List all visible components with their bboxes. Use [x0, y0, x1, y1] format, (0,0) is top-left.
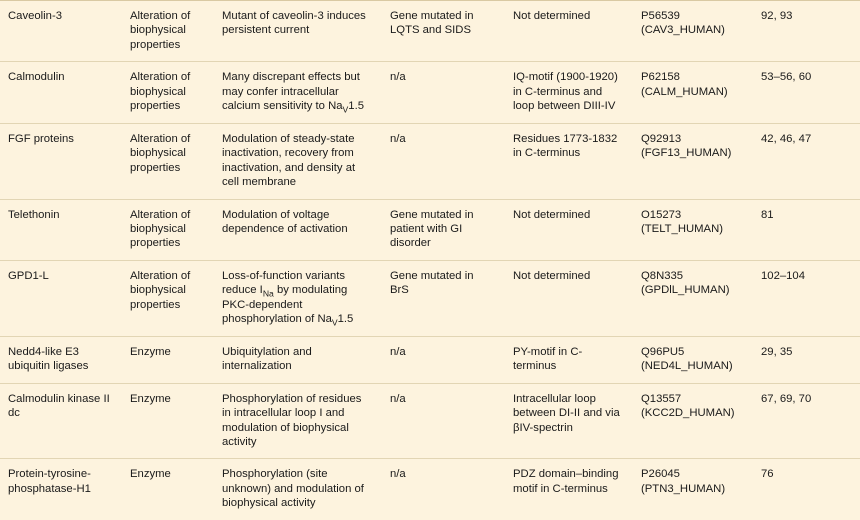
cell-category: Enzyme [122, 459, 214, 520]
cell-category: Alteration of biophysical properties [122, 123, 214, 199]
cell-disease: Gene mutated in BrS [382, 260, 505, 336]
cell-uniprot [633, 62, 753, 123]
cell-effect [214, 62, 382, 123]
uniprot-accession: Q8N335 [641, 269, 684, 282]
cell-interaction-site: Residues 1773-1832 in C-terminus [505, 123, 633, 199]
cell-category: Alteration of biophysical properties [122, 199, 214, 260]
cell-protein: Nedd4-like E3 ubiquitin ligases [0, 336, 122, 383]
uniprot-accession: O15273 [641, 208, 682, 221]
cell-references[interactable]: 102–104 [753, 260, 860, 336]
uniprot-accession: P26045 [641, 468, 680, 481]
cell-disease: Gene mutated in LQTS and SIDS [382, 1, 505, 62]
table-row [0, 383, 860, 459]
cell-references[interactable]: 42, 46, 47 [753, 123, 860, 199]
effect-subscript-2: V [331, 317, 338, 328]
table-row [0, 123, 860, 199]
cell-effect [214, 260, 382, 336]
cell-disease: n/a [382, 336, 505, 383]
effect-text-tail: by modulating PKC-dependent phosphorylation of Na [222, 284, 348, 326]
cell-effect: Phosphorylation (site unknown) and modulation of biophysical activity [214, 459, 382, 520]
cell-effect: Phosphorylation of residues in intracellular loop I and modulation of biophysical activity [214, 383, 382, 459]
cell-protein: FGF proteins [0, 123, 122, 199]
cell-protein: Calmodulin [0, 62, 122, 123]
cell-interaction-site: PY-motif in C-terminus [505, 336, 633, 383]
cell-references[interactable]: 29, 35 [753, 336, 860, 383]
cell-interaction-site: Not determined [505, 1, 633, 62]
uniprot-accession: Q13557 [641, 392, 682, 405]
table-row [0, 199, 860, 260]
uniprot-entry-name: (GPDlL_HUMAN) [641, 284, 730, 297]
cell-effect: Modulation of voltage dependence of activation [214, 199, 382, 260]
cell-protein: Calmodulin kinase II dc [0, 383, 122, 459]
table-body [0, 1, 860, 520]
effect-text-tail: 1.5 [348, 100, 364, 113]
effect-text: Loss-of-function variants reduce I [222, 269, 346, 297]
table-row [0, 336, 860, 383]
cell-uniprot [633, 336, 753, 383]
table-row [0, 62, 860, 123]
uniprot-entry-name: (CALM_HUMAN) [641, 85, 728, 98]
effect-subscript: Na [262, 288, 274, 299]
uniprot-entry-name: (PTN3_HUMAN) [641, 482, 726, 495]
uniprot-accession: P56539 [641, 10, 680, 22]
cell-effect: Ubiquitylation and internalization [214, 336, 382, 383]
table-row [0, 1, 860, 62]
cell-effect: Modulation of steady-state inactivation, recovery from inactivation, and density at cell membrane [214, 123, 382, 199]
cell-protein: Telethonin [0, 199, 122, 260]
uniprot-accession: P62158 [641, 71, 680, 84]
interacting-proteins-table [0, 1, 860, 520]
uniprot-accession: Q96PU5 [641, 345, 685, 358]
cell-references[interactable]: 81 [753, 199, 860, 260]
uniprot-entry-name: (FGF13_HUMAN) [641, 147, 732, 160]
cell-category: Enzyme [122, 336, 214, 383]
cell-references[interactable]: 67, 69, 70 [753, 383, 860, 459]
cell-interaction-site: Not determined [505, 260, 633, 336]
uniprot-accession: Q92913 [641, 132, 682, 145]
cell-interaction-site: Intracellular loop between DI-II and via βIV-spectrin [505, 383, 633, 459]
effect-text: Many discrepant effects but may confer intracellular calcium sensitivity to Na [222, 71, 360, 113]
uniprot-entry-name: (CAV3_HUMAN) [641, 24, 725, 37]
cell-category: Alteration of biophysical properties [122, 62, 214, 123]
cell-uniprot [633, 1, 753, 62]
cell-uniprot [633, 459, 753, 520]
cell-disease: n/a [382, 62, 505, 123]
cell-disease: n/a [382, 383, 505, 459]
cell-disease: n/a [382, 123, 505, 199]
cell-references[interactable]: 76 [753, 459, 860, 520]
cell-category: Alteration of biophysical properties [122, 260, 214, 336]
cell-references[interactable]: 92, 93 [753, 1, 860, 62]
effect-subscript: V [342, 104, 349, 115]
cell-effect: Mutant of caveolin-3 induces persistent current [214, 1, 382, 62]
cell-uniprot [633, 260, 753, 336]
cell-protein: Protein-tyrosine-phosphatase-H1 [0, 459, 122, 520]
table-row [0, 260, 860, 336]
cell-uniprot [633, 123, 753, 199]
cell-uniprot [633, 383, 753, 459]
uniprot-entry-name: (NED4L_HUMAN) [641, 360, 733, 373]
cell-interaction-site: Not determined [505, 199, 633, 260]
uniprot-entry-name: (KCC2D_HUMAN) [641, 407, 735, 420]
cell-references[interactable]: 53–56, 60 [753, 62, 860, 123]
cell-protein: GPD1-L [0, 260, 122, 336]
table-row [0, 459, 860, 520]
cell-protein: Caveolin-3 [0, 1, 122, 62]
cell-category: Enzyme [122, 383, 214, 459]
cell-category: Alteration of biophysical properties [122, 1, 214, 62]
cell-interaction-site: PDZ domain–binding motif in C-terminus [505, 459, 633, 520]
effect-text-tail-2: 1.5 [337, 313, 354, 326]
cell-uniprot [633, 199, 753, 260]
cell-disease: Gene mutated in patient with GI disorder [382, 199, 505, 260]
uniprot-entry-name: (TELT_HUMAN) [641, 222, 724, 235]
cell-disease: n/a [382, 459, 505, 520]
cell-interaction-site: IQ-motif (1900-1920) in C-terminus and loop between DIII-IV [505, 62, 633, 123]
